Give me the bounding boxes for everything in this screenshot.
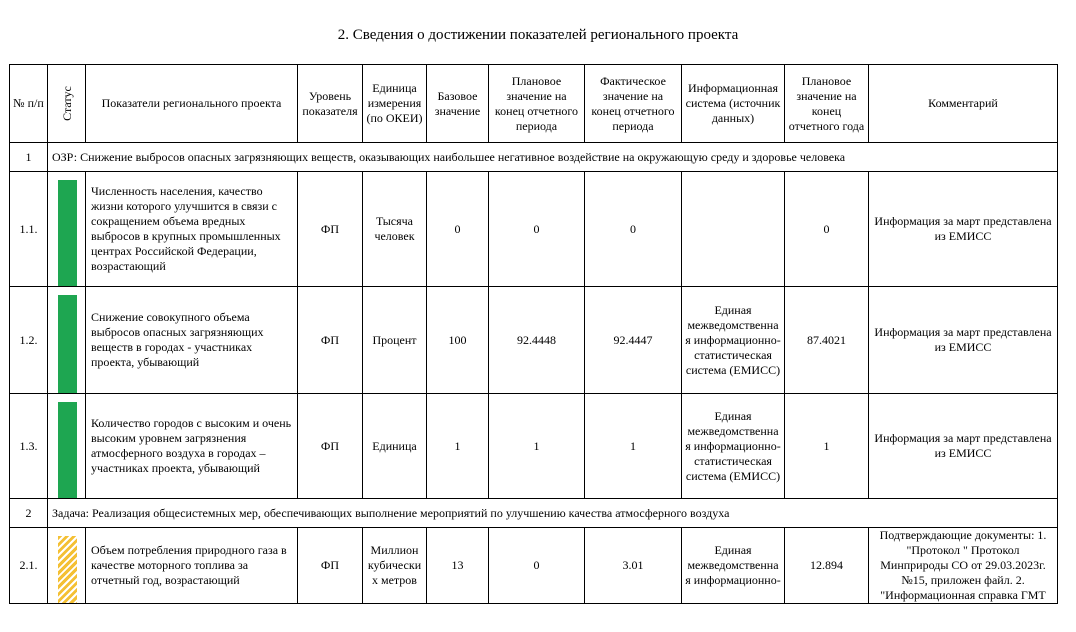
info-system: Единая межведомственна я информационно- xyxy=(682,528,785,604)
table-header-row xyxy=(10,65,1058,143)
header-status xyxy=(48,65,86,143)
header-info-system: Информационная система (источник данных) xyxy=(682,65,785,143)
fact-period-value: 1 xyxy=(585,394,682,499)
header-fact-period: Фактическое значение на конец отчетного периода xyxy=(585,65,682,143)
base-value: 13 xyxy=(427,528,489,604)
header-plan-year: Плановое значение на конец отчетного года xyxy=(785,65,869,143)
indicator-unit: Единица xyxy=(363,394,427,499)
status-cell xyxy=(48,172,86,287)
header-base: Базовое значение xyxy=(427,65,489,143)
indicators-table xyxy=(9,64,1058,604)
group-title: ОЗР: Снижение выбросов опасных загрязняющих веществ, оказывающих наибольшее негативное воздействие на окружающую среду и здоровье человека xyxy=(48,143,1058,172)
status-cell xyxy=(48,528,86,604)
row-num: 2.1. xyxy=(10,528,48,604)
indicator-unit: Тысяча человек xyxy=(363,172,427,287)
fact-period-value: 3.01 xyxy=(585,528,682,604)
fact-period-value: 92.4447 xyxy=(585,287,682,394)
group-title: Задача: Реализация общесистемных мер, обеспечивающих выполнение мероприятий по улучшению качества атмосферного воздуха xyxy=(48,499,1058,528)
header-level: Уровень показателя xyxy=(298,65,363,143)
plan-period-value: 0 xyxy=(489,528,585,604)
table-row xyxy=(10,394,1058,499)
comment: Информация за март представлена из ЕМИСС xyxy=(869,287,1058,394)
info-system: Единая межведомственна я информационно-статистическая система (ЕМИСС) xyxy=(682,287,785,394)
base-value: 0 xyxy=(427,172,489,287)
status-cell xyxy=(48,394,86,499)
indicator-name: Снижение совокупного объема выбросов опасных загрязняющих веществ в городах - участниках проекта, убывающий xyxy=(86,287,298,394)
header-comment: Комментарий xyxy=(869,65,1058,143)
indicator-unit: Процент xyxy=(363,287,427,394)
status-green-indicator xyxy=(58,180,77,286)
indicator-name: Количество городов с высоким и очень высоким уровнем загрязнения атмосферного воздуха в городах – участниках проекта, убывающий xyxy=(86,394,298,499)
header-num: № п/п xyxy=(10,65,48,143)
plan-period-value: 1 xyxy=(489,394,585,499)
plan-year-value: 87.4021 xyxy=(785,287,869,394)
plan-period-value: 0 xyxy=(489,172,585,287)
fact-period-value: 0 xyxy=(585,172,682,287)
indicator-name: Объем потребления природного газа в качестве моторного топлива за отчетный год, возрастающий xyxy=(86,528,298,604)
header-indicator: Показатели регионального проекта xyxy=(86,65,298,143)
group-row xyxy=(10,143,1058,172)
group-num: 2 xyxy=(10,499,48,528)
status-green-indicator xyxy=(58,295,77,393)
comment: Информация за март представлена из ЕМИСС xyxy=(869,172,1058,287)
comment: Информация за март представлена из ЕМИСС xyxy=(869,394,1058,499)
base-value: 1 xyxy=(427,394,489,499)
status-cell xyxy=(48,287,86,394)
status-yellow-hatched-indicator xyxy=(58,536,77,604)
indicator-level: ФП xyxy=(298,394,363,499)
indicator-level: ФП xyxy=(298,172,363,287)
indicator-unit: Миллион кубически х метров xyxy=(363,528,427,604)
indicator-level: ФП xyxy=(298,528,363,604)
header-status-label: Статус xyxy=(59,86,74,121)
group-num: 1 xyxy=(10,143,48,172)
header-unit: Единица измерения (по ОКЕИ) xyxy=(363,65,427,143)
table-row xyxy=(10,287,1058,394)
page-title: 2. Сведения о достижении показателей регионального проекта xyxy=(337,27,739,43)
info-system: Единая межведомственна я информационно-статистическая система (ЕМИСС) xyxy=(682,394,785,499)
table-row xyxy=(10,172,1058,287)
info-system xyxy=(682,172,785,287)
plan-year-value: 0 xyxy=(785,172,869,287)
row-num: 1.2. xyxy=(10,287,48,394)
indicator-level: ФП xyxy=(298,287,363,394)
status-green-indicator xyxy=(58,402,77,498)
plan-year-value: 1 xyxy=(785,394,869,499)
row-num: 1.3. xyxy=(10,394,48,499)
indicator-name: Численность населения, качество жизни которого улучшится в связи с сокращением объема вредных выбросов в крупных промышленных центрах Российской Федерации, возрастающий xyxy=(86,172,298,287)
group-row xyxy=(10,499,1058,528)
comment: Подтверждающие документы: 1. "Протокол " Протокол Минприроды СО от 29.03.2023г. №15, приложен файл. 2. "Информационная справка ГМТ xyxy=(869,528,1058,604)
base-value: 100 xyxy=(427,287,489,394)
row-num: 1.1. xyxy=(10,172,48,287)
table-row xyxy=(10,528,1058,604)
plan-period-value: 92.4448 xyxy=(489,287,585,394)
plan-year-value: 12.894 xyxy=(785,528,869,604)
header-plan-period: Плановое значение на конец отчетного периода xyxy=(489,65,585,143)
